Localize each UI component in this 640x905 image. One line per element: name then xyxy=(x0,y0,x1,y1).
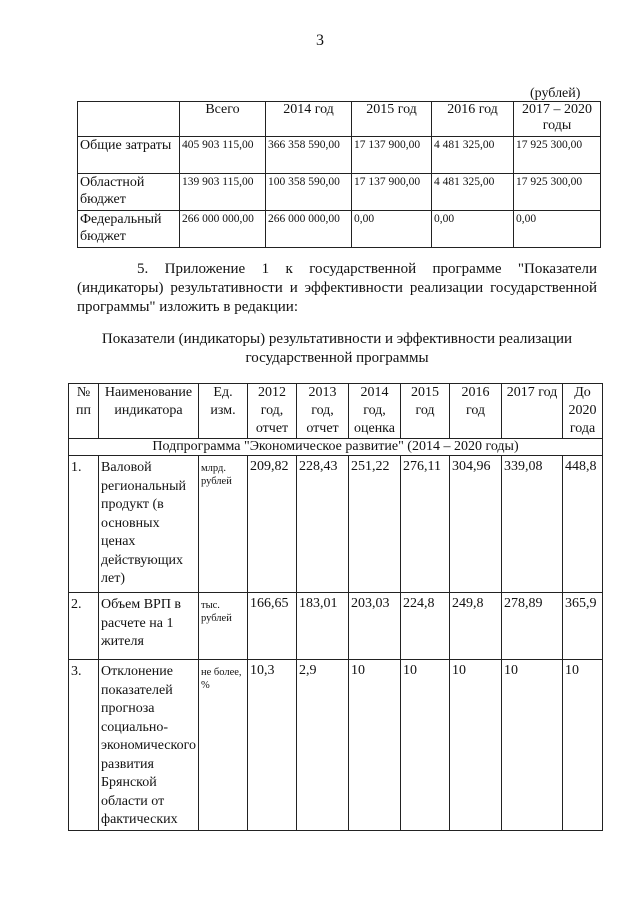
budget-row-label: Общие затраты xyxy=(78,137,180,174)
indicators-header-row xyxy=(69,384,603,439)
indicator-value: 365,9 xyxy=(563,593,603,660)
indicators-header-cell: 2017 год xyxy=(502,384,563,439)
indicators-header-cell: № пп xyxy=(69,384,99,439)
budget-cell: 405 903 115,00 xyxy=(180,137,266,174)
indicator-value: 10,3 xyxy=(248,660,297,831)
budget-header-cell: 2014 год xyxy=(266,102,352,137)
table-row xyxy=(69,660,603,831)
budget-row-label: Федеральный бюджет xyxy=(78,211,180,248)
row-number: 2. xyxy=(69,593,99,660)
budget-header-cell: 2016 год xyxy=(432,102,514,137)
budget-cell: 139 903 115,00 xyxy=(180,174,266,211)
unit-note: (рублей) xyxy=(530,86,581,101)
indicators-header-cell: 2015 год xyxy=(401,384,450,439)
budget-cell: 17 925 300,00 xyxy=(514,137,601,174)
indicator-value: 249,8 xyxy=(450,593,502,660)
indicator-value: 339,08 xyxy=(502,456,563,593)
indicators-header-cell: 2013 год, отчет xyxy=(297,384,349,439)
table-row xyxy=(69,456,603,593)
indicator-name: Валовой региональный продукт (в основных ценах действующих лет) xyxy=(99,456,199,593)
budget-cell: 17 925 300,00 xyxy=(514,174,601,211)
indicator-name: Объем ВРП в расчете на 1 жителя xyxy=(99,593,199,660)
indicator-name: Отклонение показателей прогноза социально-экономического развития Брянской области от фактических xyxy=(99,660,199,831)
indicators-header-cell: 2014 год, оценка xyxy=(349,384,401,439)
indicator-value: 10 xyxy=(349,660,401,831)
amendment-paragraph: 5. Приложение 1 к государственной программе "Показатели (индикаторы) результативности и эффективности реализации государственной программы" изложить в редакции: xyxy=(77,261,597,315)
indicator-value: 10 xyxy=(563,660,603,831)
budget-cell: 17 137 900,00 xyxy=(352,174,432,211)
indicator-value: 251,22 xyxy=(349,456,401,593)
budget-cell: 4 481 325,00 xyxy=(432,137,514,174)
indicator-value: 224,8 xyxy=(401,593,450,660)
indicator-value: 166,65 xyxy=(248,593,297,660)
indicator-value: 203,03 xyxy=(349,593,401,660)
budget-cell: 0,00 xyxy=(432,211,514,248)
indicators-header-cell: 2012 год, отчет xyxy=(248,384,297,439)
indicators-header-cell: До 2020 года xyxy=(563,384,603,439)
table-row xyxy=(78,174,601,211)
subprogram-title: Подпрограмма "Экономическое развитие" (2014 – 2020 годы) xyxy=(69,439,603,456)
indicator-value: 304,96 xyxy=(450,456,502,593)
budget-header-cell: 2017 – 2020 годы xyxy=(514,102,601,137)
subprogram-row xyxy=(69,439,603,456)
indicator-value: 278,89 xyxy=(502,593,563,660)
budget-cell: 17 137 900,00 xyxy=(352,137,432,174)
budget-table xyxy=(77,101,601,248)
indicator-value: 228,43 xyxy=(297,456,349,593)
indicator-value: 209,82 xyxy=(248,456,297,593)
table-row xyxy=(78,137,601,174)
budget-cell: 100 358 590,00 xyxy=(266,174,352,211)
page-number: 3 xyxy=(316,32,324,49)
indicator-unit: млрд. рублей xyxy=(199,456,248,593)
indicator-value: 183,01 xyxy=(297,593,349,660)
table-row xyxy=(69,593,603,660)
budget-cell: 266 000 000,00 xyxy=(180,211,266,248)
indicator-unit: не более, % xyxy=(199,660,248,831)
budget-cell: 0,00 xyxy=(514,211,601,248)
indicators-title: Показатели (индикаторы) результативности и эффективности реализации государственной программы xyxy=(101,331,573,366)
row-number: 3. xyxy=(69,660,99,831)
indicator-unit: тыс. рублей xyxy=(199,593,248,660)
indicator-value: 2,9 xyxy=(297,660,349,831)
indicators-table xyxy=(68,383,603,831)
budget-cell: 366 358 590,00 xyxy=(266,137,352,174)
budget-row-label: Областной бюджет xyxy=(78,174,180,211)
indicators-header-cell: Наименование индикатора xyxy=(99,384,199,439)
budget-cell: 0,00 xyxy=(352,211,432,248)
indicator-value: 276,11 xyxy=(401,456,450,593)
budget-cell: 266 000 000,00 xyxy=(266,211,352,248)
table-row xyxy=(78,211,601,248)
indicators-header-cell: 2016 год xyxy=(450,384,502,439)
indicators-header-cell: Ед. изм. xyxy=(199,384,248,439)
budget-cell: 4 481 325,00 xyxy=(432,174,514,211)
indicator-value: 10 xyxy=(502,660,563,831)
indicator-value: 10 xyxy=(450,660,502,831)
indicator-value: 10 xyxy=(401,660,450,831)
budget-header-row xyxy=(78,102,601,137)
budget-header-cell: 2015 год xyxy=(352,102,432,137)
budget-header-cell: Всего xyxy=(180,102,266,137)
indicator-value: 448,8 xyxy=(563,456,603,593)
row-number: 1. xyxy=(69,456,99,593)
budget-header-cell xyxy=(78,102,180,137)
